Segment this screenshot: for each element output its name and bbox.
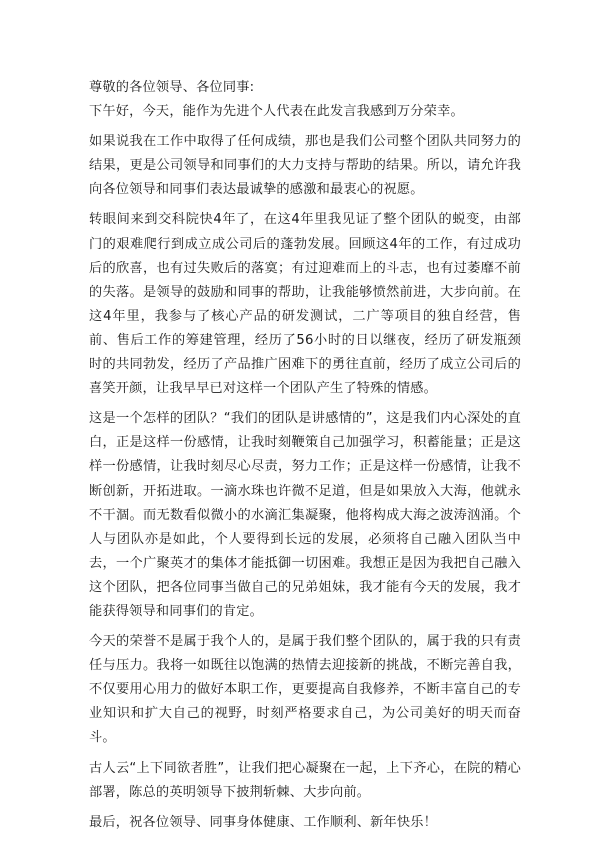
greeting-line: 尊敬的各位领导、各位同事: (89, 80, 255, 95)
paragraph-honor: 今天的荣誉不是属于我个人的，是属于我们整个团队的，属于我的只有责任与压力。我将一如既往以饱满的热情去迎接新的挑战，不断完善自我，不仅要用心用力的做好本职工作，更要提高自我修养，不断丰富自己的专业知识和扩大自己的视野，时刻严格要求自己，为公司美好的明天而奋斗。 (89, 634, 521, 746)
paragraph-opening: 下午好，今天，能作为先进个人代表在此发言我感到万分荣幸。 (89, 104, 464, 120)
speech-document (89, 76, 521, 841)
paragraph-team: 这是一个怎样的团队？“我们的团队是讲感情的”，这是我们内心深处的直白，正是这样一份感情，让我时刻鞭策自己加强学习，积蓄能量；正是这样一份感情，让我时刻尽心尽责，努力工作；正是这样一份感情，让我不断创新，开拓进取。一滴水珠也许微不足道，但是如果放入大海，他就永不干涸。而无数看似微小的水滴汇集凝聚，他将构成大海之波涛汹涌。个人与团队亦是如此，个人要得到长远的发展，必须将自己融入团队当中去，一个广聚英才的集体才能抵御一切困难。我想正是因为我把自己融入这个团队，把各位同事当做自己的兄弟姐妹，我才能有今天的发展，我才能获得领导和同事们的肯定。 (89, 411, 521, 619)
paragraph-four-years: 转眼间来到交科院快4年了，在这4年里我见证了整个团队的蜕变，由部门的艰难爬行到成立成公司后的蓬勃发展。回顾这4年的工作，有过成功后的欣喜，也有过失败后的落寞；有过迎难而上的斗志，也有过萎靡不前的失落。是领导的鼓励和同事的帮助，让我能够愤然前进，大步向前。在这4年里，我参与了核心产品的研发测试，二广等项目的独自经营，售前、售后工作的筹建管理，经历了56小时的日以继夜，经历了研发瓶颈时的共同勃发，经历了产品推广困难下的勇往直前，经历了成立公司后的喜笑开颜，让我早早已对这样一个团队产生了特殊的情感。 (89, 212, 521, 397)
paragraph-gratitude: 如果说我在工作中取得了任何成绩，那也是我们公司整个团队共同努力的结果，更是公司领导和同事们的大力支持与帮助的结果。所以，请允许我向各位领导和同事们表达最诚挚的感激和最衷心的祝愿。 (89, 134, 521, 198)
paragraph-closing: 最后，祝各位领导、同事身体健康、工作顺利、新年快乐！ (89, 814, 438, 830)
paragraph-quote: 古人云“上下同欲者胜”，让我们把心凝聚在一起，上下齐心，在院的精心部署，陈总的英明领导下披荆斩棘、大步向前。 (89, 760, 521, 800)
